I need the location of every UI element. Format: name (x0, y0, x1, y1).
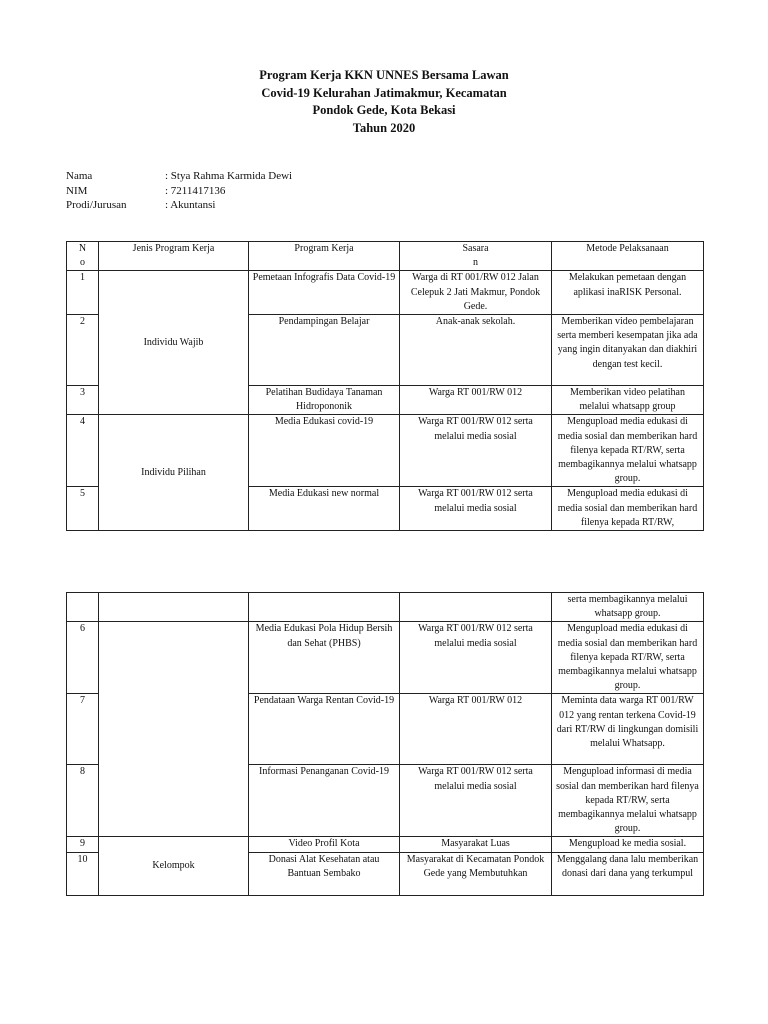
info-row-nama (66, 169, 292, 184)
row-program: Media Edukasi new normal (249, 487, 400, 531)
info-row-prodi (66, 198, 292, 213)
row-metode: Meminta data warga RT 001/RW 012 yang rentan terkena Covid-19 dari RT/RW di lingkungan domisili melalui Whatsapp. (552, 694, 704, 765)
row-program: Informasi Penanganan Covid-19 (249, 765, 400, 837)
row-no: 7 (67, 694, 99, 765)
header-jenis: Jenis Program Kerja (99, 242, 249, 271)
row-sasaran: Warga RT 001/RW 012 (400, 694, 552, 765)
row-program: Media Edukasi covid-19 (249, 415, 400, 487)
row-metode: Memberikan video pembelajaran serta memberi kesempatan jika ada yang ingin ditanyakan dan diakhiri dengan test kecil. (552, 315, 704, 386)
group-individu-pilihan: Individu Pilihan (99, 415, 249, 531)
header-metode: Metode Pelaksanaan (552, 242, 704, 271)
nim-value: : 7211417136 (165, 184, 226, 197)
row-no: 5 (67, 487, 99, 531)
table-row (67, 415, 704, 487)
row-metode: Memberikan video pelatihan melalui whatsapp group (552, 386, 704, 415)
row-program: Pendampingan Belajar (249, 315, 400, 386)
row-no: 4 (67, 415, 99, 487)
row-program: Media Edukasi Pola Hidup Bersih dan Sehat (PHBS) (249, 622, 400, 694)
row-jenis (99, 622, 249, 837)
nama-value: : Stya Rahma Karmida Dewi (165, 170, 293, 182)
title-line-1: Program Kerja KKN UNNES Bersama Lawan (259, 68, 509, 82)
prodi-label: Prodi/Jurusan (66, 199, 127, 211)
row-no: 6 (67, 622, 99, 694)
row-sasaran: Warga di RT 001/RW 012 Jalan Celepuk 2 Jati Makmur, Pondok Gede. (400, 271, 552, 315)
header-no: N o (67, 242, 99, 271)
row-sasaran: Warga RT 001/RW 012 serta melalui media sosial (400, 415, 552, 487)
table-row (67, 622, 704, 694)
row-metode: Melakukan pemetaan dengan aplikasi inaRISK Personal. (552, 271, 704, 315)
row-program: Donasi Alat Kesehatan atau Bantuan Sembako (249, 852, 400, 895)
row-program: Pelatihan Budidaya Tanaman Hidropononik (249, 386, 400, 415)
row-no: 1 (67, 271, 99, 315)
row-metode: Mengupload media edukasi di media sosial dan memberikan hard filenya kepada RT/RW, serta membagikannya melalui whatsapp group. (552, 415, 704, 487)
row-sasaran: Warga RT 001/RW 012 serta melalui media sosial (400, 622, 552, 694)
row-no: 8 (67, 765, 99, 837)
row-no: 10 (67, 852, 99, 895)
table-row (67, 837, 704, 852)
row-metode: Menggalang dana lalu memberikan donasi dari dana yang terkumpul (552, 852, 704, 895)
nama-label: Nama (66, 170, 93, 182)
row-no: 2 (67, 315, 99, 386)
prodi-value: : Akuntansi (165, 199, 216, 211)
row-metode: serta membagikannya melalui whatsapp group. (552, 593, 704, 622)
row-sasaran: Anak-anak sekolah. (400, 315, 552, 386)
row-no (67, 593, 99, 622)
row-no: 3 (67, 386, 99, 415)
program-table-part-2 (66, 592, 704, 896)
header-program: Program Kerja (249, 242, 400, 271)
row-metode: Mengupload media edukasi di media sosial dan memberikan hard filenya kepada RT/RW, (552, 487, 704, 531)
row-no: 9 (67, 837, 99, 852)
header-sasaran: Sasara n (400, 242, 552, 271)
row-metode: Mengupload informasi di media sosial dan memberikan hard filenya kepada RT/RW, serta membagikannya melalui whatsapp group. (552, 765, 704, 837)
table-row (67, 271, 704, 315)
nim-label: NIM (66, 184, 88, 197)
row-program: Pemetaan Infografis Data Covid-19 (249, 271, 400, 315)
title-line-4: Tahun 2020 (352, 120, 416, 135)
row-program (249, 593, 400, 622)
row-sasaran (400, 593, 552, 622)
row-jenis (99, 593, 249, 622)
row-sasaran: Masyarakat di Kecamatan Pondok Gede yang Membutuhkan (400, 852, 552, 895)
title-line-2: Covid-19 Kelurahan Jatimakmur, Kecamatan (261, 85, 507, 100)
group-individu-wajib: Individu Wajib (99, 271, 249, 415)
document-title (0, 67, 768, 137)
row-sasaran: Warga RT 001/RW 012 serta melalui media sosial (400, 765, 552, 837)
row-program: Video Profil Kota (249, 837, 400, 852)
row-sasaran: Masyarakat Luas (400, 837, 552, 852)
row-metode: Mengupload media edukasi di media sosial dan memberikan hard filenya kepada RT/RW, serta membagikannya melalui whatsapp group. (552, 622, 704, 694)
row-sasaran: Warga RT 001/RW 012 serta melalui media sosial (400, 487, 552, 531)
program-table-part-1 (66, 241, 704, 531)
info-row-nim (66, 184, 292, 199)
row-sasaran: Warga RT 001/RW 012 (400, 386, 552, 415)
row-metode: Mengupload ke media sosial. (552, 837, 704, 852)
table-header-row (67, 242, 704, 271)
group-kelompok: Kelompok (99, 837, 249, 895)
student-info (66, 169, 292, 213)
table-row (67, 593, 704, 622)
row-program: Pendataan Warga Rentan Covid-19 (249, 694, 400, 765)
title-line-3: Pondok Gede, Kota Bekasi (312, 103, 456, 117)
